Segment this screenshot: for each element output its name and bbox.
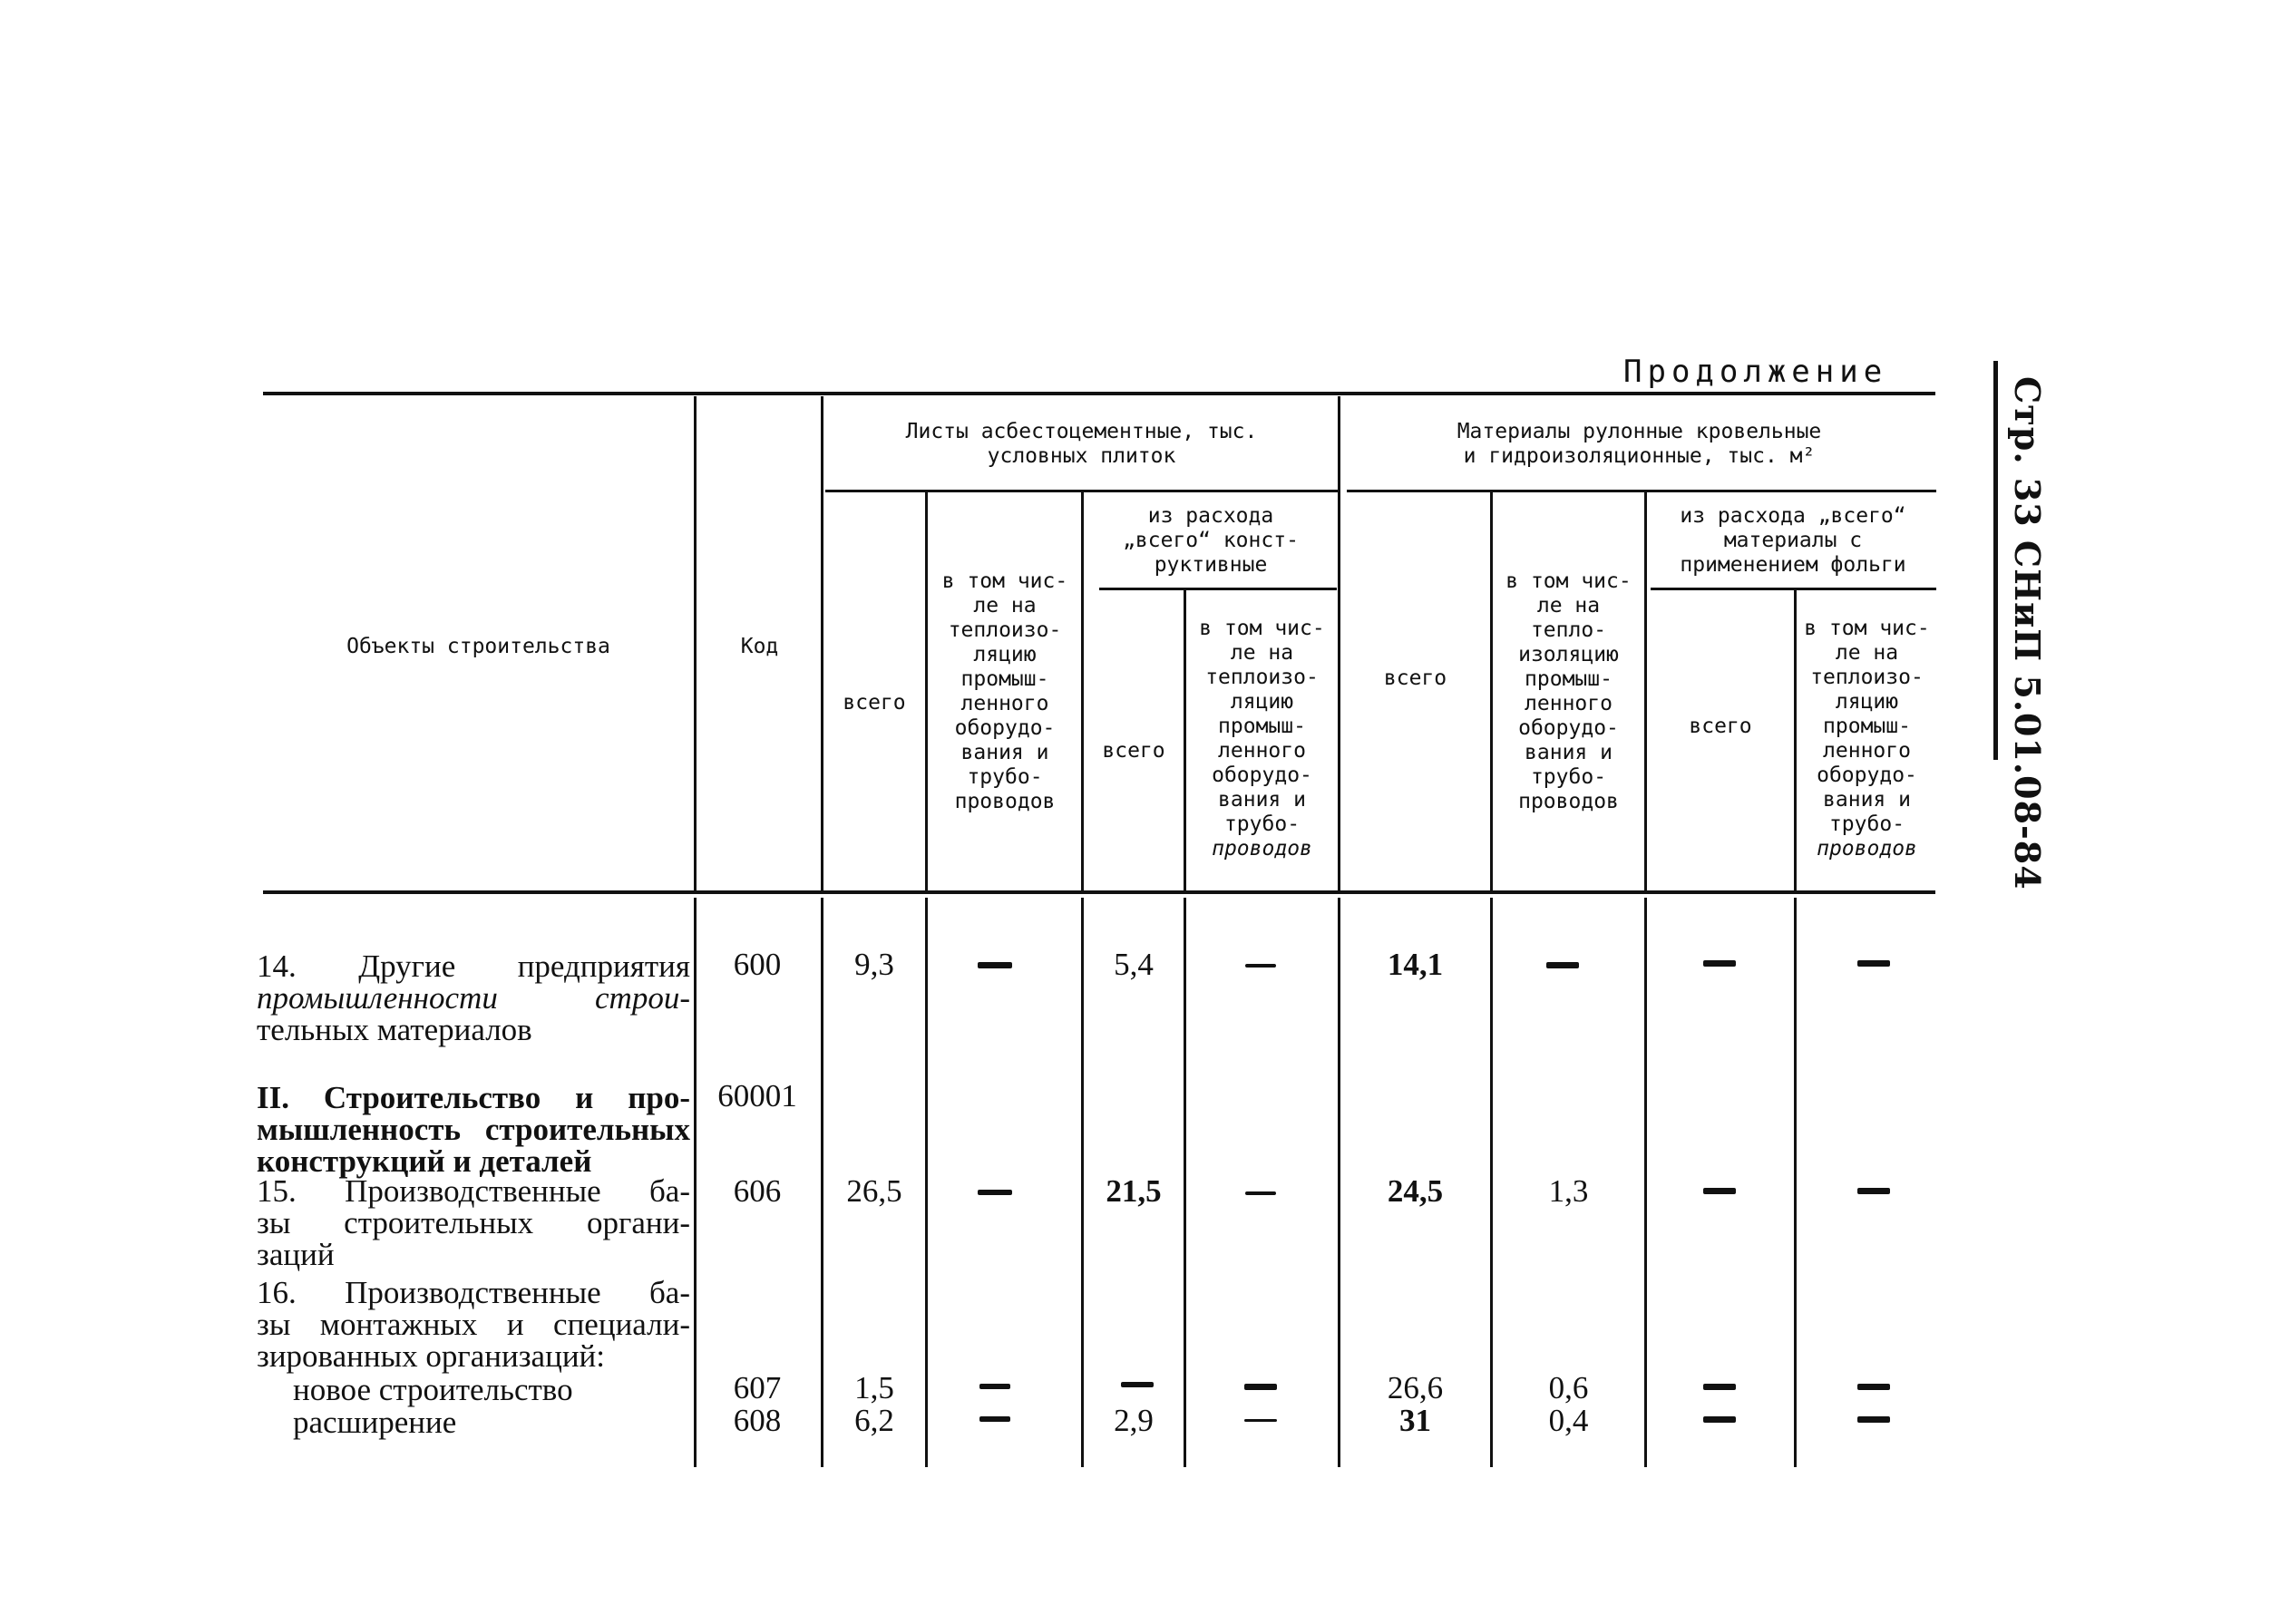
body-divider-2 bbox=[925, 898, 928, 1467]
col-divider-code bbox=[694, 396, 697, 890]
header-bottom-rule bbox=[263, 890, 1935, 894]
row-607-g1-struct-dash bbox=[1121, 1382, 1154, 1387]
body-divider-7 bbox=[1644, 898, 1647, 1467]
header-g2-from-total: из расхода „всего“ материалы с применением фольги bbox=[1680, 504, 1906, 577]
row-14-g2-foil-thermal-dash bbox=[1857, 960, 1890, 967]
row-14-g1-struct: 5,4 bbox=[1114, 947, 1154, 982]
col-divider-g2 bbox=[1338, 396, 1340, 890]
row-608-g1-thermal-dash bbox=[979, 1416, 1010, 1422]
row-607-code: 607 bbox=[733, 1370, 782, 1405]
header-group-1: Листы асбестоцементные, тыс. условных плиток bbox=[905, 420, 1258, 468]
row-14-g1-struct-thermal-dash bbox=[1245, 964, 1276, 968]
row-15-g1-struct-thermal-dash bbox=[1245, 1191, 1276, 1195]
header-group-2: Материалы рулонные кровельные и гидроизоляционные, тыс. м² bbox=[1457, 420, 1822, 468]
row-608-g1-struct-thermal-dash bbox=[1244, 1419, 1277, 1422]
row-608-g2-foil-dash bbox=[1703, 1416, 1736, 1423]
header-g1-total: всего bbox=[843, 691, 906, 715]
continuation-label: Продолжение bbox=[1623, 354, 1888, 390]
row-607-label: новое строительство bbox=[293, 1372, 573, 1407]
header-code: Код bbox=[740, 635, 779, 658]
row-15-g1-thermal-dash bbox=[978, 1190, 1012, 1195]
row-608-g2-thermal: 0,4 bbox=[1548, 1403, 1589, 1438]
row-14-g2-foil-dash bbox=[1703, 960, 1736, 967]
row-15-g1-total: 26,5 bbox=[846, 1173, 902, 1209]
row-607-g2-foil-dash bbox=[1703, 1384, 1736, 1390]
row-608-g2-total: 31 bbox=[1399, 1403, 1431, 1438]
row-14-g2-thermal-dash bbox=[1546, 962, 1579, 968]
table-top-rule bbox=[263, 392, 1935, 395]
header-g2-thermal: в том чис- ле на тепло- изоляцию промыш- ленного оборудо- вания и трубо- проводов bbox=[1505, 569, 1632, 813]
row-14-g2-total: 14,1 bbox=[1387, 947, 1444, 982]
header-g1-sub-total: всего bbox=[1102, 739, 1165, 763]
row-14-label: 14. Другие предприятия промышленности строи- тельных материалов bbox=[257, 948, 690, 1047]
row-607-g2-thermal: 0,6 bbox=[1548, 1370, 1589, 1405]
row-607-g1-total: 1,5 bbox=[854, 1370, 894, 1405]
document-side-title: Стр. 33 СНиП 5.01.08-84 bbox=[2007, 376, 2048, 890]
row-607-g2-foil-thermal-dash bbox=[1857, 1384, 1890, 1390]
row-607-g1-struct-thermal-dash bbox=[1244, 1384, 1277, 1390]
row-14-code: 600 bbox=[733, 947, 782, 982]
row-608-g2-foil-thermal-dash bbox=[1857, 1416, 1890, 1423]
row-607-g2-total: 26,6 bbox=[1387, 1370, 1444, 1405]
row-15-g2-foil-dash bbox=[1703, 1188, 1736, 1194]
row-14-g1-total: 9,3 bbox=[854, 947, 894, 982]
section-ii-code: 60001 bbox=[717, 1078, 797, 1113]
section-ii-label: II. Строительство и про- мышленность строительных конструкций и деталей bbox=[257, 1080, 690, 1179]
side-vertical-bar bbox=[1993, 361, 1998, 760]
header-g1-from-total: из расхода „всего“ конст- руктивные bbox=[1123, 504, 1299, 577]
row-15-g2-foil-thermal-dash bbox=[1857, 1188, 1890, 1194]
header-g2-total: всего bbox=[1383, 666, 1447, 690]
row-608-g1-total: 6,2 bbox=[854, 1403, 894, 1438]
group-underline-2 bbox=[1347, 490, 1936, 492]
header-objects: Объекты строительства bbox=[346, 635, 610, 658]
row-608-code: 608 bbox=[733, 1403, 782, 1438]
row-607-g1-thermal-dash bbox=[979, 1384, 1010, 1389]
row-608-g1-struct: 2,9 bbox=[1114, 1403, 1154, 1438]
row-14-g1-thermal-dash bbox=[978, 962, 1012, 968]
header-g1-sub-thermal: в том чис- ле на теплоизо- ляцию промыш- ленного оборудо- вания и трубо- проводов bbox=[1199, 617, 1325, 861]
row-608-label: расширение bbox=[293, 1405, 457, 1440]
row-15-label: 15. Производственные ба- зы строительных органи- заций bbox=[257, 1173, 690, 1272]
body-divider-8 bbox=[1794, 898, 1797, 1467]
row-15-g2-total: 24,5 bbox=[1387, 1173, 1444, 1209]
header-g1-thermal: в том чис- ле на теплоизо- ляцию промыш- ленного оборудо- вания и трубо- проводов bbox=[941, 569, 1068, 813]
body-divider-label bbox=[694, 898, 697, 1467]
row-16-label: 16. Производственные ба- зы монтажных и специали- зированных организаций: bbox=[257, 1275, 690, 1374]
body-divider-4 bbox=[1184, 898, 1186, 1467]
header-g2-sub-thermal: в том чис- ле на теплоизо- ляцию промыш- ленного оборудо- вания и трубо- проводов bbox=[1804, 617, 1930, 861]
col-divider-g1 bbox=[821, 396, 823, 890]
header-g2-sub-total: всего bbox=[1689, 715, 1752, 738]
row-15-g1-struct: 21,5 bbox=[1106, 1173, 1162, 1209]
row-15-g2-thermal: 1,3 bbox=[1548, 1173, 1589, 1209]
row-15-code: 606 bbox=[733, 1173, 782, 1209]
subgroup-underline-1 bbox=[1099, 588, 1337, 590]
